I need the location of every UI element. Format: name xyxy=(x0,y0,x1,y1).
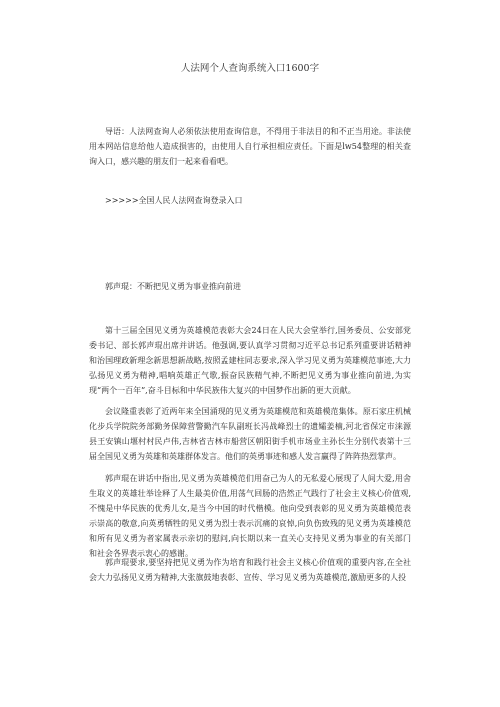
query-entry-link[interactable]: >>>>>全国人民人法网查询登录入口 xyxy=(105,196,243,205)
intro-paragraph: 导语：人法网查询人必须依法使用查询信息，不得用于非法目的和不正当用途。非法使用本网站信息给他人造成损害的，由使用人自行承担相应责任。下面是lw54整理的相关查询入口，感兴趣的朋友们一起来看看吧。 xyxy=(89,127,411,166)
body-paragraph: 郭声琨要求,要坚持把见义勇为作为培育和践行社会主义核心价值观的重要内容,在全社会大力弘扬见义勇为精神,大张旗鼓地表彰、宣传、学习见义勇为英雄模范,激励更多的人投 xyxy=(89,558,411,582)
body-paragraph: 会议隆重表彰了近两年来全国涌现的见义勇为英雄模范和英雄模范集体。原石家庄机械化步兵学院院务部勤务保障营警勤汽车队副班长冯战峰烈士的遗孀姜楠,河北省保定市涞源县王安镇山堰村村民卢伟,吉林省吉林市船营区朝阳街手机市场业主孙长生分别代表第十三届全国见义勇为英雄和英雄群体发言。他们的英勇事迹和感人发言赢得了阵阵热烈掌声。 xyxy=(89,407,411,461)
body-paragraph: 第十三届全国见义勇为英雄模范表彰大会24日在人民大会堂举行,国务委员、公安部党委书记、部长郭声琨出席并讲话。他强调,要认真学习贯彻习近平总书记系列重要讲话精神和治国理政新理念新思想新战略,按照孟建柱同志要求,深入学习见义勇为英雄模范事迹,大力弘扬见义勇为精神,唱响英雄正气歌,振奋民族精气神,不断把见义勇为事业推向前进,为实现“两个一百年”,奋斗目标和中华民族伟大复兴的中国梦作出新的更大贡献。 xyxy=(89,326,411,395)
section-heading: 郭声琨：不断把见义勇为事业推向前进 xyxy=(105,282,241,291)
body-paragraph: 郭声琨在讲话中指出,见义勇为英雄模范们用奋己为人的无私爱心展现了人间大爱,用舍生取义的英雄壮举诠释了人生最美价值,用荡气回肠的浩然正气践行了社会主义核心价值观,不愧是中华民族的优秀儿女,是当今中国的时代楷模。他向受到表彰的见义勇为英雄模范表示崇高的敬意,向英勇牺牲的见义勇为烈士表示沉痛的哀悼,向负伤致残的见义勇为英雄模范和所有见义勇为者家属表示亲切的慰问,向长期以来一直关心支持见义勇为事业的有关部门和社会各界表示衷心的感谢。 xyxy=(89,474,411,558)
document-title: 人法网个人查询系统入口1600字 xyxy=(180,63,320,74)
